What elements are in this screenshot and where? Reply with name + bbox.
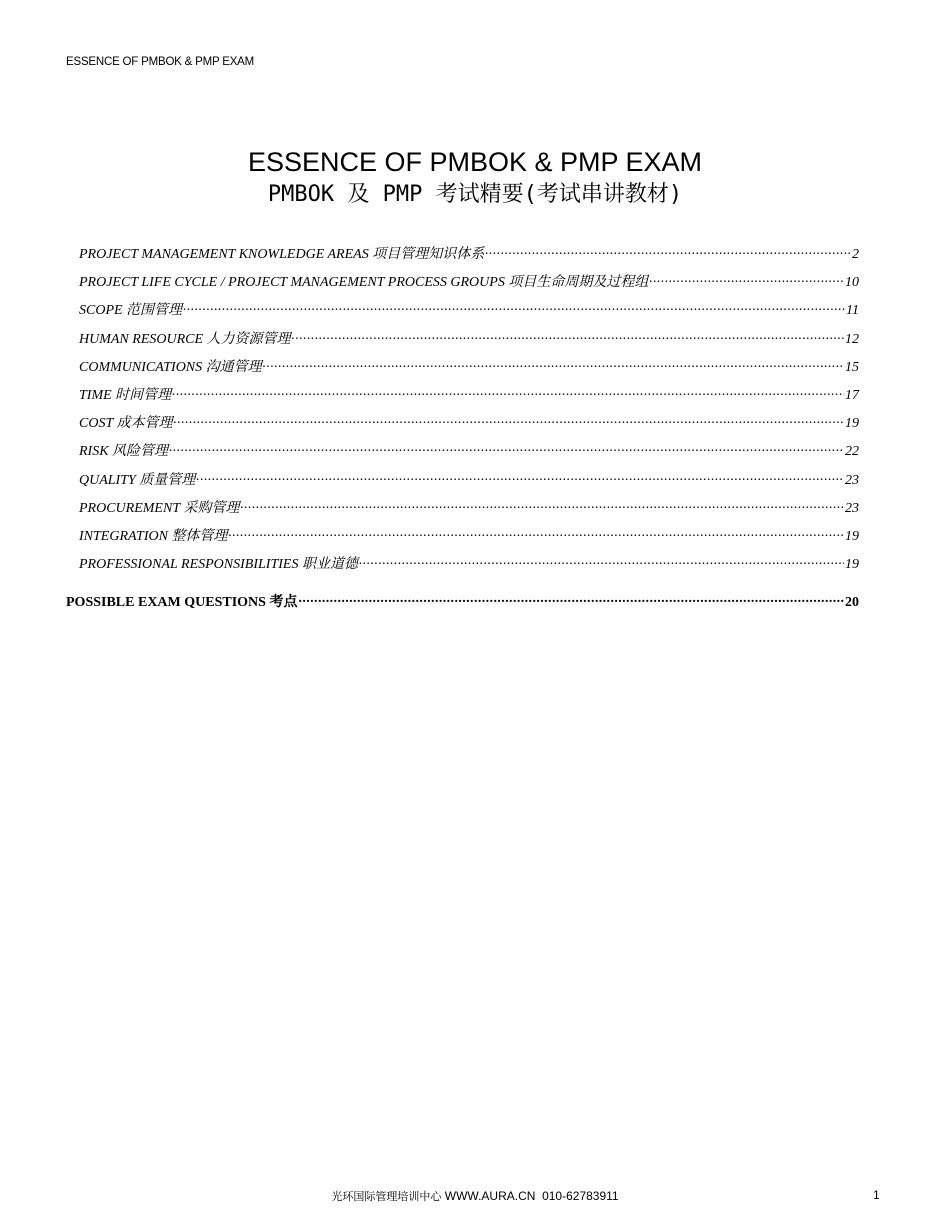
toc-dot-leader [649,272,844,286]
toc-entry-page: 15 [845,360,859,375]
toc-entry-procurement[interactable] [79,498,859,518]
toc-entry-label: RISK 风险管理 [79,444,169,459]
page-number: 1 [873,1188,880,1202]
toc-entry-life-cycle[interactable] [79,272,859,292]
toc-entry-page: 23 [845,473,859,488]
toc-dot-leader [292,329,844,343]
title-chinese: PMBOK 及 PMP 考试精要(考试串讲教材) [267,182,683,207]
running-header: ESSENCE OF PMBOK & PMP EXAM [66,56,255,68]
toc-entry-quality[interactable] [79,470,859,490]
toc-dot-leader [298,592,844,606]
toc-entry-label: PROCUREMENT 采购管理 [79,501,240,516]
toc-entry-label: PROJECT LIFE CYCLE / PROJECT MANAGEMENT PROCESS GROUPS 项目生命周期及过程组 [79,275,649,290]
toc-entry-label: COST 成本管理 [79,416,173,431]
footer-org-name: 光环国际管理培训中心 [331,1190,442,1203]
toc-entry-page: 12 [845,332,859,347]
toc-entry-communications[interactable] [79,357,859,377]
toc-entry-label: HUMAN RESOURCE 人力资源管理 [79,332,291,347]
toc-entry-page: 2 [852,247,859,262]
toc-dot-leader [173,413,844,427]
toc-entry-label: QUALITY 质量管理 [79,473,196,488]
document-title [0,146,950,210]
toc-entry-page: 19 [845,529,859,544]
toc-entry-scope[interactable] [79,300,859,320]
toc-entry-label: PROFESSIONAL RESPONSIBILITIES 职业道德 [79,557,358,572]
toc-entry-risk[interactable] [79,441,859,461]
toc-entry-label: POSSIBLE EXAM QUESTIONS 考点 [66,595,298,610]
toc-entry-professional-responsibilities[interactable] [79,554,859,574]
toc-entry-time[interactable] [79,385,859,405]
toc-entry-label: SCOPE 范围管理 [79,303,183,318]
toc-entry-integration[interactable] [79,526,859,546]
toc-entry-page: 19 [845,416,859,431]
toc-entry-cost[interactable] [79,413,859,433]
toc-dot-leader [240,498,844,512]
toc-entry-page: 19 [845,557,859,572]
toc-dot-leader [196,470,844,484]
toc-entry-page: 11 [846,303,859,318]
toc-entry-page: 22 [845,444,859,459]
toc-entry-label: TIME 时间管理 [79,388,172,403]
toc-entry-page: 20 [845,595,859,610]
toc-entry-page: 23 [845,501,859,516]
title-english: ESSENCE OF PMBOK & PMP EXAM [247,147,703,177]
toc-entry-label: INTEGRATION 整体管理 [79,529,228,544]
toc-entry-page: 10 [845,275,859,290]
toc-dot-leader [485,244,851,258]
toc-entry-label: COMMUNICATIONS 沟通管理 [79,360,262,375]
toc-dot-leader [169,441,844,455]
toc-dot-leader [263,357,844,371]
toc-entry-possible-exam-questions[interactable] [66,592,859,612]
toc-dot-leader [228,526,844,540]
toc-dot-leader [359,554,844,568]
footer-contact: WWW.AURA.CN 010-62783911 [444,1189,619,1203]
toc-entry-page: 17 [845,388,859,403]
toc-entry-knowledge-areas[interactable] [79,244,859,264]
page-footer [0,1188,950,1204]
toc-entry-label: PROJECT MANAGEMENT KNOWLEDGE AREAS 项目管理知识体系 [79,247,485,262]
toc-dot-leader [172,385,844,399]
toc-dot-leader [183,300,845,314]
toc-entry-human-resource[interactable] [79,329,859,349]
